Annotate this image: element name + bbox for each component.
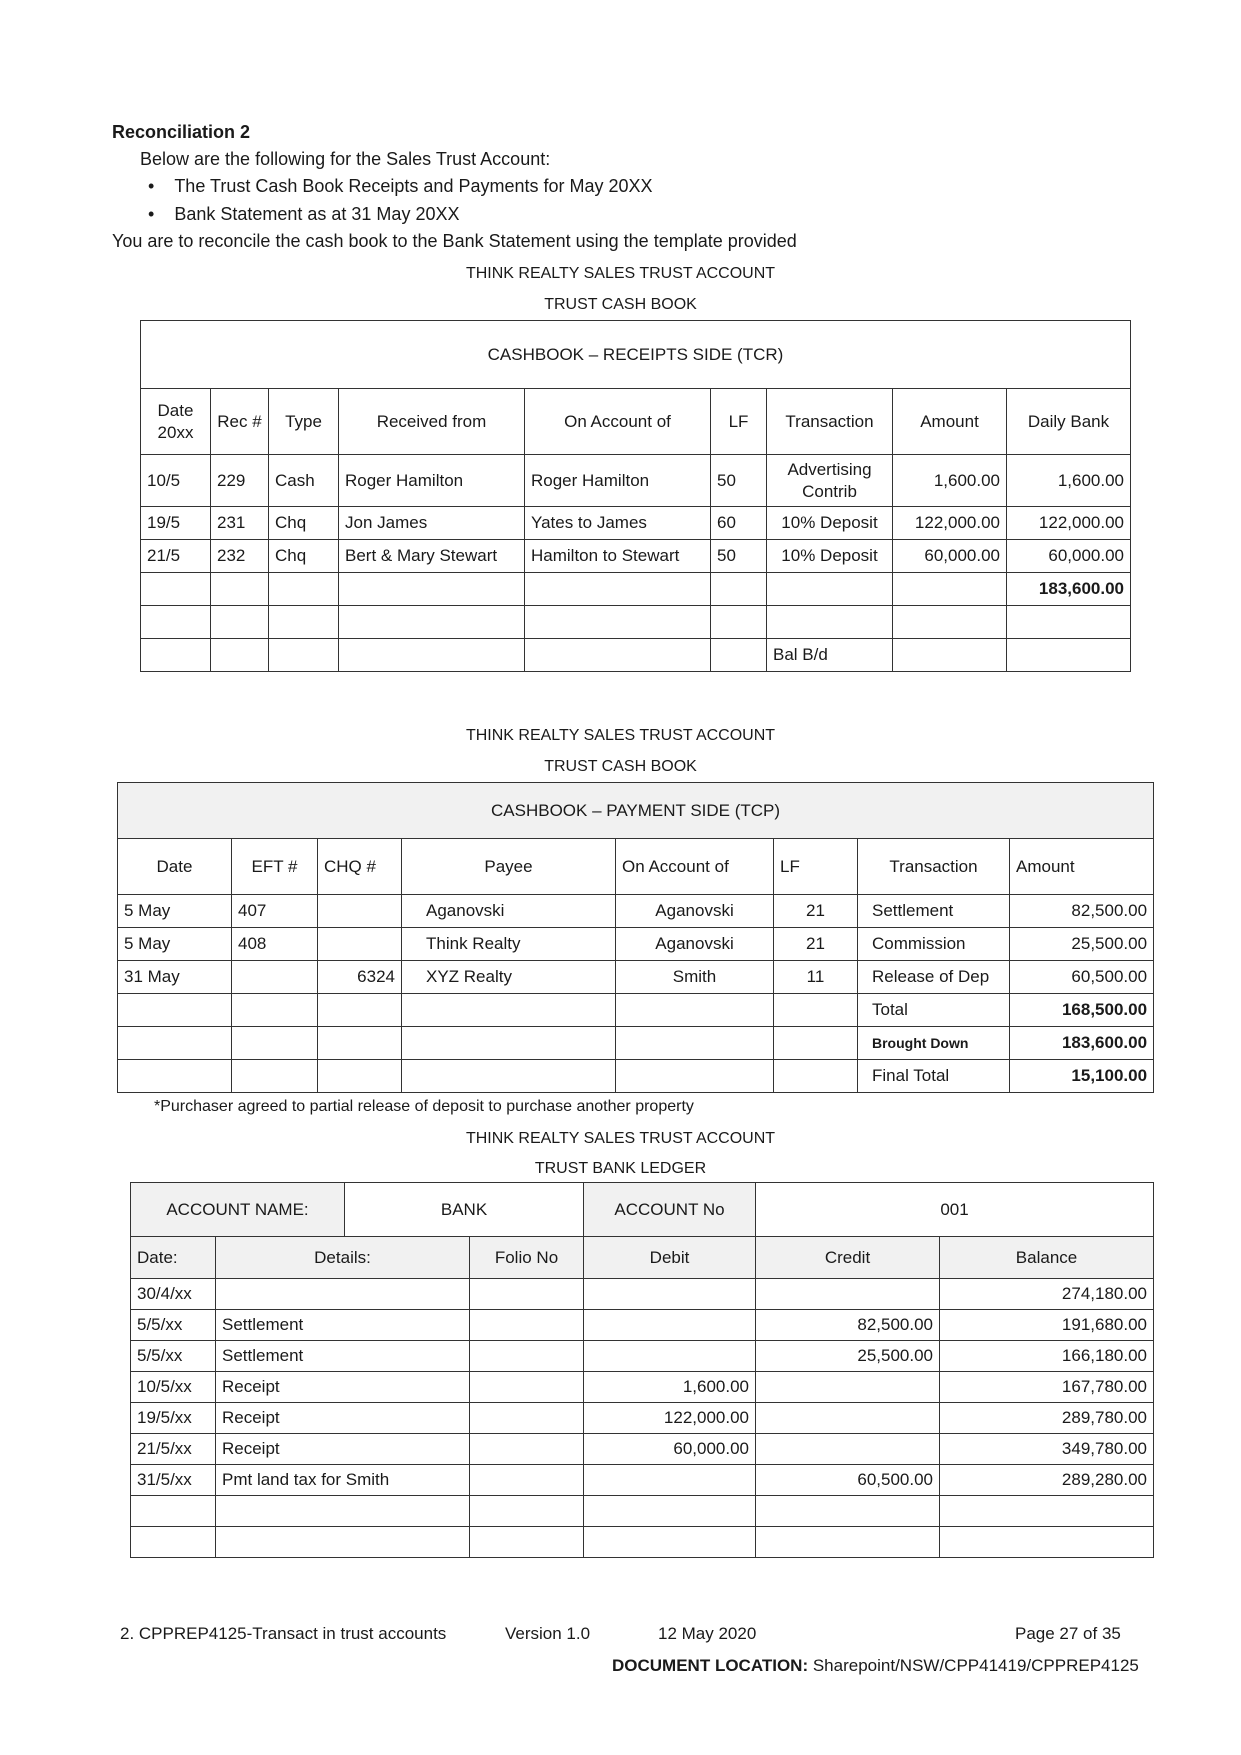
cell: Aganovski bbox=[402, 895, 616, 928]
col-details: Details: bbox=[216, 1237, 470, 1279]
ledger-subtitle: TRUST BANK LEDGER bbox=[534, 1160, 707, 1177]
col-received-from: Received from bbox=[339, 389, 525, 455]
col-date: Date 20xx bbox=[141, 389, 211, 455]
receipts-header-row bbox=[141, 389, 1131, 455]
col-transaction: Transaction bbox=[858, 839, 1010, 895]
cell: Advertising Contrib bbox=[767, 455, 893, 507]
table-row bbox=[131, 1372, 1154, 1403]
cell: 60,500.00 bbox=[1010, 961, 1154, 994]
payments-table bbox=[117, 782, 1154, 1093]
account-no-label: ACCOUNT No bbox=[584, 1183, 756, 1237]
receipts-table bbox=[140, 320, 1131, 672]
table-row bbox=[141, 507, 1131, 540]
cell: 31 May bbox=[118, 961, 232, 994]
cell: 229 bbox=[211, 455, 269, 507]
cell: Hamilton to Stewart bbox=[525, 540, 711, 573]
cell: Roger Hamilton bbox=[525, 455, 711, 507]
table-row bbox=[131, 1310, 1154, 1341]
footer-date: 12 May 2020 bbox=[658, 1624, 757, 1643]
cell: 122,000.00 bbox=[1007, 507, 1131, 540]
col-payee: Payee bbox=[402, 839, 616, 895]
cell: 1,600.00 bbox=[584, 1372, 756, 1403]
cell: 122,000.00 bbox=[893, 507, 1007, 540]
cell bbox=[584, 1279, 756, 1310]
daily-total: 183,600.00 bbox=[1007, 573, 1131, 606]
bullet-text: The Trust Cash Book Receipts and Payments for May 20XX bbox=[174, 176, 653, 196]
cell: 82,500.00 bbox=[1010, 895, 1154, 928]
cell: Roger Hamilton bbox=[339, 455, 525, 507]
col-amount: Amount bbox=[893, 389, 1007, 455]
cell: Aganovski bbox=[616, 895, 774, 928]
bullet-text: Bank Statement as at 31 May 20XX bbox=[174, 204, 460, 224]
table-row bbox=[131, 1434, 1154, 1465]
cell: 50 bbox=[711, 540, 767, 573]
cell: Chq bbox=[269, 507, 339, 540]
col-lf: LF bbox=[711, 389, 767, 455]
cell: 1,600.00 bbox=[1007, 455, 1131, 507]
cell: Settlement bbox=[216, 1310, 470, 1341]
brought-down-value: 183,600.00 bbox=[1010, 1027, 1154, 1060]
cell: Commission bbox=[858, 928, 1010, 961]
cell: Bert & Mary Stewart bbox=[339, 540, 525, 573]
cell bbox=[756, 1372, 940, 1403]
cell: 10/5/xx bbox=[131, 1372, 216, 1403]
table-row bbox=[118, 895, 1154, 928]
cell bbox=[318, 895, 402, 928]
intro-text: Below are the following for the Sales Trust Account: bbox=[140, 149, 551, 169]
col-daily-bank: Daily Bank bbox=[1007, 389, 1131, 455]
receipts-title: THINK REALTY SALES TRUST ACCOUNT bbox=[465, 265, 776, 282]
account-no-value: 001 bbox=[756, 1183, 1154, 1237]
cell bbox=[318, 928, 402, 961]
payments-subtitle: TRUST CASH BOOK bbox=[544, 758, 697, 775]
cell: 191,680.00 bbox=[940, 1310, 1154, 1341]
cell: 289,280.00 bbox=[940, 1465, 1154, 1496]
cell: 5/5/xx bbox=[131, 1310, 216, 1341]
cell: Cash bbox=[269, 455, 339, 507]
col-credit: Credit bbox=[756, 1237, 940, 1279]
cell: Jon James bbox=[339, 507, 525, 540]
cell: 274,180.00 bbox=[940, 1279, 1154, 1310]
cell bbox=[232, 961, 318, 994]
cell bbox=[584, 1341, 756, 1372]
cell: 60,000.00 bbox=[1007, 540, 1131, 573]
col-lf: LF bbox=[774, 839, 858, 895]
footer-location-value: Sharepoint/NSW/CPP41419/CPPREP4125 bbox=[812, 1656, 1139, 1675]
cell: Aganovski bbox=[616, 928, 774, 961]
table-row bbox=[141, 573, 1131, 606]
cell: 5 May bbox=[118, 928, 232, 961]
table-row bbox=[118, 1060, 1154, 1093]
cell bbox=[470, 1310, 584, 1341]
footer-page: Page 27 of 35 bbox=[1015, 1624, 1121, 1643]
cell: Settlement bbox=[858, 895, 1010, 928]
cell: XYZ Realty bbox=[402, 961, 616, 994]
cell bbox=[584, 1310, 756, 1341]
cell: 21/5/xx bbox=[131, 1434, 216, 1465]
col-balance: Balance bbox=[940, 1237, 1154, 1279]
cell: Chq bbox=[269, 540, 339, 573]
cell: 10/5 bbox=[141, 455, 211, 507]
account-name-label: ACCOUNT NAME: bbox=[131, 1183, 345, 1237]
cell: Receipt bbox=[216, 1403, 470, 1434]
col-rec: Rec # bbox=[211, 389, 269, 455]
table-row bbox=[118, 994, 1154, 1027]
cell bbox=[470, 1434, 584, 1465]
total-label: Total bbox=[858, 994, 1010, 1027]
cell: 21/5 bbox=[141, 540, 211, 573]
table-row bbox=[118, 1027, 1154, 1060]
col-chq: CHQ # bbox=[318, 839, 402, 895]
cell: 31/5/xx bbox=[131, 1465, 216, 1496]
cell: Release of Dep bbox=[858, 961, 1010, 994]
cell: 25,500.00 bbox=[756, 1341, 940, 1372]
cell: 289,780.00 bbox=[940, 1403, 1154, 1434]
cell bbox=[470, 1372, 584, 1403]
table-row bbox=[141, 455, 1131, 507]
cell: 25,500.00 bbox=[1010, 928, 1154, 961]
cell: 232 bbox=[211, 540, 269, 573]
cell bbox=[470, 1465, 584, 1496]
cell: 407 bbox=[232, 895, 318, 928]
cell: 60,500.00 bbox=[756, 1465, 940, 1496]
cell: 5 May bbox=[118, 895, 232, 928]
col-folio: Folio No bbox=[470, 1237, 584, 1279]
cell bbox=[216, 1279, 470, 1310]
col-on-account: On Account of bbox=[616, 839, 774, 895]
col-type: Type bbox=[269, 389, 339, 455]
table-row bbox=[131, 1279, 1154, 1310]
table-row bbox=[141, 540, 1131, 573]
cell: 82,500.00 bbox=[756, 1310, 940, 1341]
cell bbox=[756, 1403, 940, 1434]
cell: 50 bbox=[711, 455, 767, 507]
cell: 10% Deposit bbox=[767, 540, 893, 573]
cell: Smith bbox=[616, 961, 774, 994]
payments-header-row bbox=[118, 839, 1154, 895]
cell: Think Realty bbox=[402, 928, 616, 961]
cell bbox=[584, 1465, 756, 1496]
table-row bbox=[118, 928, 1154, 961]
cell bbox=[470, 1279, 584, 1310]
final-total-label: Final Total bbox=[858, 1060, 1010, 1093]
account-name-value: BANK bbox=[345, 1183, 584, 1237]
col-debit: Debit bbox=[584, 1237, 756, 1279]
cell: Receipt bbox=[216, 1372, 470, 1403]
col-date: Date: bbox=[131, 1237, 216, 1279]
ledger-header-row bbox=[131, 1237, 1154, 1279]
col-eft: EFT # bbox=[232, 839, 318, 895]
cell bbox=[470, 1341, 584, 1372]
cell: 60,000.00 bbox=[584, 1434, 756, 1465]
payments-note: *Purchaser agreed to partial release of deposit to purchase another property bbox=[154, 1098, 694, 1115]
cell: 349,780.00 bbox=[940, 1434, 1154, 1465]
ledger-table bbox=[130, 1182, 1154, 1558]
cell bbox=[470, 1403, 584, 1434]
cell: 408 bbox=[232, 928, 318, 961]
receipts-subtitle: TRUST CASH BOOK bbox=[544, 296, 697, 313]
cell: 231 bbox=[211, 507, 269, 540]
cell: Yates to James bbox=[525, 507, 711, 540]
bal-bd-label: Bal B/d bbox=[767, 639, 893, 672]
cell: 1,600.00 bbox=[893, 455, 1007, 507]
table-row bbox=[131, 1341, 1154, 1372]
cell bbox=[756, 1279, 940, 1310]
cell: 21 bbox=[774, 928, 858, 961]
col-transaction: Transaction bbox=[767, 389, 893, 455]
cell: Settlement bbox=[216, 1341, 470, 1372]
cell: 11 bbox=[774, 961, 858, 994]
table-row bbox=[141, 639, 1131, 672]
cell: 60 bbox=[711, 507, 767, 540]
cell: 60,000.00 bbox=[893, 540, 1007, 573]
brought-down-label: Brought Down bbox=[858, 1027, 1010, 1060]
bullet-item: • The Trust Cash Book Receipts and Payments for May 20XX bbox=[148, 176, 653, 196]
footer-doc: 2. CPPREP4125-Transact in trust accounts bbox=[120, 1624, 447, 1643]
cell: 6324 bbox=[318, 961, 402, 994]
table-row bbox=[131, 1496, 1154, 1527]
cell: 5/5/xx bbox=[131, 1341, 216, 1372]
col-on-account: On Account of bbox=[525, 389, 711, 455]
cell: 30/4/xx bbox=[131, 1279, 216, 1310]
footer-location bbox=[612, 1656, 1139, 1676]
cell bbox=[756, 1434, 940, 1465]
footer-location-label: DOCUMENT LOCATION: bbox=[612, 1656, 809, 1675]
cell: 122,000.00 bbox=[584, 1403, 756, 1434]
cell: Receipt bbox=[216, 1434, 470, 1465]
cell: 19/5 bbox=[141, 507, 211, 540]
final-total-value: 15,100.00 bbox=[1010, 1060, 1154, 1093]
col-amount: Amount bbox=[1010, 839, 1154, 895]
cell: 10% Deposit bbox=[767, 507, 893, 540]
total-value: 168,500.00 bbox=[1010, 994, 1154, 1027]
receipts-banner: CASHBOOK – RECEIPTS SIDE (TCR) bbox=[141, 321, 1131, 389]
cell: Pmt land tax for Smith bbox=[216, 1465, 470, 1496]
table-row bbox=[118, 961, 1154, 994]
table-row bbox=[141, 606, 1131, 639]
cell: 21 bbox=[774, 895, 858, 928]
footer-version: Version 1.0 bbox=[505, 1624, 591, 1643]
bullet-item: • Bank Statement as at 31 May 20XX bbox=[148, 204, 460, 224]
table-row bbox=[131, 1465, 1154, 1496]
col-date: Date bbox=[118, 839, 232, 895]
cell: 167,780.00 bbox=[940, 1372, 1154, 1403]
section-title: Reconciliation 2 bbox=[112, 122, 251, 142]
table-row bbox=[131, 1403, 1154, 1434]
payments-banner: CASHBOOK – PAYMENT SIDE (TCP) bbox=[118, 783, 1154, 839]
ledger-title: THINK REALTY SALES TRUST ACCOUNT bbox=[465, 1130, 776, 1147]
payments-title: THINK REALTY SALES TRUST ACCOUNT bbox=[465, 727, 776, 744]
cell: 19/5/xx bbox=[131, 1403, 216, 1434]
instruction-text: You are to reconcile the cash book to the Bank Statement using the template provided bbox=[112, 231, 797, 251]
cell: 166,180.00 bbox=[940, 1341, 1154, 1372]
table-row bbox=[131, 1527, 1154, 1558]
